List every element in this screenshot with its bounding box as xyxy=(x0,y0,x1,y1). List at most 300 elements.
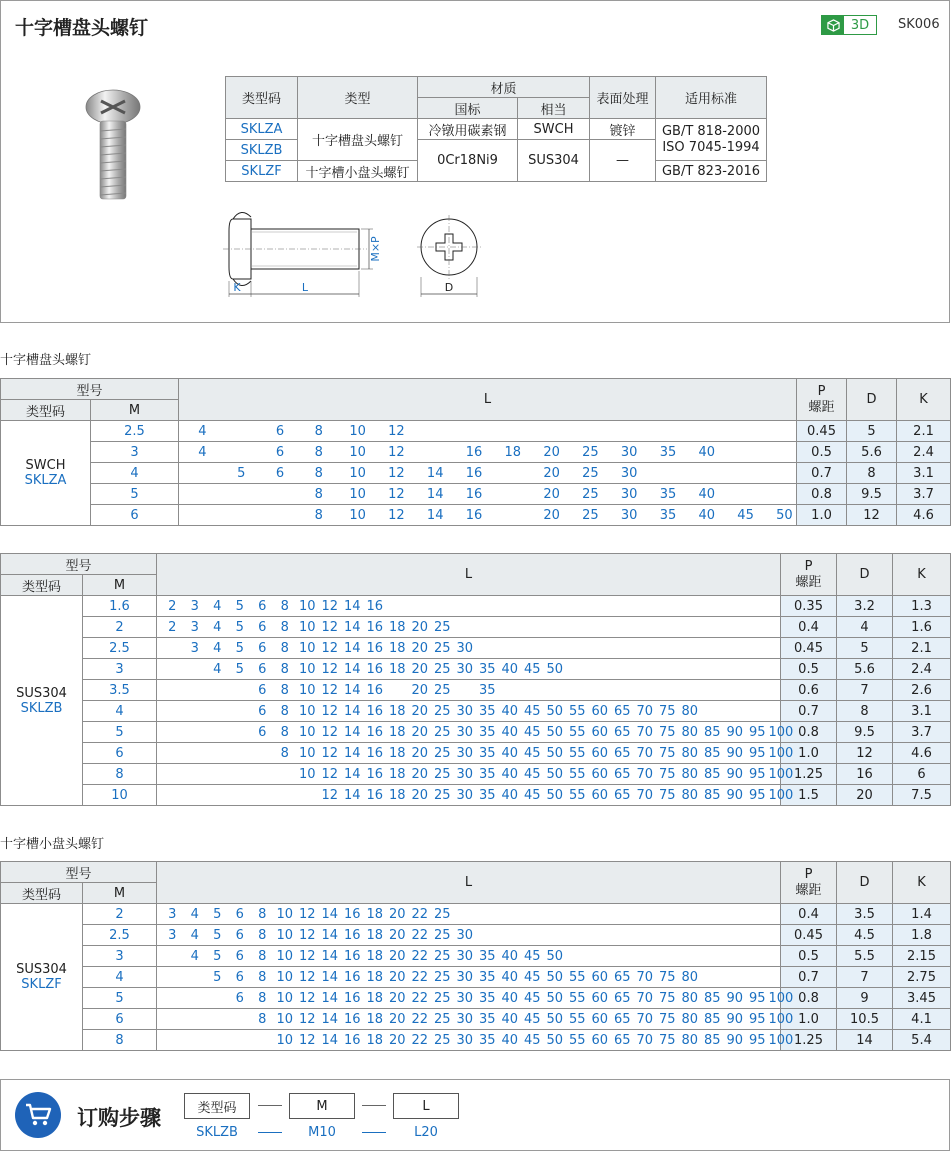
l-value[interactable]: 5 xyxy=(213,948,222,964)
l-value[interactable]: 8 xyxy=(280,724,289,740)
l-value[interactable]: 14 xyxy=(343,787,361,803)
l-value[interactable]: 85 xyxy=(703,990,721,1006)
l-value[interactable]: 75 xyxy=(658,969,676,985)
l-value[interactable]: 14 xyxy=(343,598,361,614)
l-value[interactable]: 16 xyxy=(465,444,483,460)
l-value[interactable]: 40 xyxy=(501,1032,519,1048)
l-value[interactable]: 45 xyxy=(523,661,541,677)
l-value[interactable]: 20 xyxy=(388,969,406,985)
l-value[interactable]: 8 xyxy=(314,507,323,523)
l-value[interactable]: 4 xyxy=(213,640,222,656)
l-value[interactable]: 12 xyxy=(388,465,405,481)
m-value[interactable]: 3 xyxy=(83,659,157,680)
l-value[interactable]: 80 xyxy=(681,1032,699,1048)
l-value[interactable]: 95 xyxy=(748,724,766,740)
l-value[interactable]: 5 xyxy=(235,640,244,656)
l-value[interactable]: 14 xyxy=(343,619,361,635)
l-value[interactable]: 30 xyxy=(456,787,474,803)
l-value[interactable]: 10 xyxy=(349,486,366,502)
l-value[interactable]: 30 xyxy=(456,640,474,656)
m-value[interactable]: 2 xyxy=(83,904,157,925)
l-value[interactable]: 2 xyxy=(168,619,177,635)
l-value[interactable]: 20 xyxy=(411,745,429,761)
l-value[interactable]: 12 xyxy=(298,1032,316,1048)
l-value[interactable]: 25 xyxy=(433,990,451,1006)
l-value[interactable]: 16 xyxy=(343,1011,361,1027)
l-value[interactable]: 10 xyxy=(349,444,366,460)
l-value[interactable]: 35 xyxy=(478,948,496,964)
l-value[interactable]: 30 xyxy=(456,927,474,943)
l-value[interactable]: 35 xyxy=(478,1032,496,1048)
l-value[interactable]: 85 xyxy=(703,1011,721,1027)
l-value[interactable]: 25 xyxy=(582,507,599,523)
l-value[interactable]: 25 xyxy=(433,1011,451,1027)
l-value[interactable]: 85 xyxy=(703,1032,721,1048)
l-value[interactable]: 14 xyxy=(321,927,339,943)
l-value[interactable]: 4 xyxy=(213,598,222,614)
l-value[interactable]: 80 xyxy=(681,703,699,719)
l-value[interactable]: 50 xyxy=(546,990,564,1006)
l-value[interactable]: 6 xyxy=(235,969,244,985)
l-value[interactable]: 100 xyxy=(768,787,794,803)
l-value[interactable]: 22 xyxy=(411,1032,429,1048)
l-value[interactable]: 50 xyxy=(546,1011,564,1027)
l-value[interactable]: 16 xyxy=(366,724,384,740)
l-value[interactable]: 16 xyxy=(366,703,384,719)
l-value[interactable]: 100 xyxy=(768,745,794,761)
l-value[interactable]: 75 xyxy=(658,990,676,1006)
l-value[interactable]: 18 xyxy=(388,619,406,635)
l-value[interactable]: 18 xyxy=(366,1011,384,1027)
l-value[interactable]: 16 xyxy=(366,682,384,698)
l-value[interactable]: 30 xyxy=(620,444,638,460)
l-value[interactable]: 16 xyxy=(366,619,384,635)
l-value[interactable]: 5 xyxy=(235,598,244,614)
l-value[interactable]: 40 xyxy=(501,948,519,964)
l-value[interactable]: 14 xyxy=(343,661,361,677)
l-value[interactable]: 4 xyxy=(190,927,199,943)
l-value[interactable]: 65 xyxy=(613,766,631,782)
l-value[interactable]: 30 xyxy=(456,1032,474,1048)
l-value[interactable]: 18 xyxy=(366,1032,384,1048)
l-value[interactable]: 70 xyxy=(636,1032,654,1048)
l-value[interactable]: 45 xyxy=(737,507,754,523)
l-value[interactable]: 14 xyxy=(321,969,339,985)
l-value[interactable]: 10 xyxy=(349,465,366,481)
l-value[interactable]: 45 xyxy=(523,703,541,719)
l-value[interactable]: 16 xyxy=(465,507,483,523)
l-value[interactable]: 45 xyxy=(523,969,541,985)
l-value[interactable]: 14 xyxy=(343,703,361,719)
l-value[interactable]: 16 xyxy=(366,766,384,782)
l-value[interactable]: 60 xyxy=(591,1011,609,1027)
l-value[interactable]: 3 xyxy=(190,619,199,635)
l-value[interactable]: 35 xyxy=(478,703,496,719)
l-value[interactable]: 3 xyxy=(190,640,199,656)
l-value[interactable]: 10 xyxy=(298,640,316,656)
l-value[interactable]: 25 xyxy=(433,766,451,782)
l-value[interactable]: 35 xyxy=(478,745,496,761)
l-value[interactable]: 65 xyxy=(613,724,631,740)
l-value[interactable]: 30 xyxy=(456,969,474,985)
l-value[interactable]: 18 xyxy=(366,990,384,1006)
l-value[interactable]: 16 xyxy=(465,486,483,502)
l-value[interactable]: 16 xyxy=(343,906,361,922)
m-value[interactable]: 2.5 xyxy=(83,638,157,659)
l-value[interactable]: 18 xyxy=(366,948,384,964)
l-value[interactable]: 50 xyxy=(546,1032,564,1048)
l-value[interactable]: 35 xyxy=(478,969,496,985)
m-value[interactable]: 3.5 xyxy=(83,680,157,701)
l-value[interactable]: 14 xyxy=(321,1011,339,1027)
l-value[interactable]: 25 xyxy=(433,661,451,677)
l-value[interactable]: 6 xyxy=(258,640,267,656)
m-value[interactable]: 5 xyxy=(83,988,157,1009)
l-value[interactable]: 8 xyxy=(258,927,267,943)
l-value[interactable]: 100 xyxy=(768,1011,794,1027)
l-value[interactable]: 10 xyxy=(276,1032,294,1048)
l-value[interactable]: 35 xyxy=(478,724,496,740)
l-value[interactable]: 12 xyxy=(321,787,339,803)
l-value[interactable]: 10 xyxy=(276,927,294,943)
m-value[interactable]: 3 xyxy=(83,946,157,967)
l-value[interactable]: 55 xyxy=(568,766,586,782)
l-value[interactable]: 10 xyxy=(349,507,366,523)
l-value[interactable]: 45 xyxy=(523,787,541,803)
l-value[interactable]: 55 xyxy=(568,787,586,803)
l-value[interactable]: 40 xyxy=(501,969,519,985)
m-value[interactable]: 6 xyxy=(91,505,179,526)
l-value[interactable]: 10 xyxy=(298,619,316,635)
l-value[interactable]: 10 xyxy=(276,969,294,985)
l-value[interactable]: 16 xyxy=(343,948,361,964)
l-value[interactable]: 50 xyxy=(546,724,564,740)
type-code-link[interactable]: SKLZA xyxy=(24,473,67,488)
l-value[interactable]: 14 xyxy=(321,948,339,964)
l-value[interactable]: 20 xyxy=(411,619,429,635)
l-value[interactable]: 5 xyxy=(213,927,222,943)
l-value[interactable]: 25 xyxy=(433,927,451,943)
l-value[interactable]: 35 xyxy=(478,766,496,782)
l-value[interactable]: 4 xyxy=(198,423,207,439)
l-value[interactable]: 12 xyxy=(298,990,316,1006)
l-value[interactable]: 4 xyxy=(213,619,222,635)
l-value[interactable]: 35 xyxy=(478,1011,496,1027)
m-value[interactable]: 3 xyxy=(91,442,179,463)
l-value[interactable]: 18 xyxy=(366,927,384,943)
l-value[interactable]: 8 xyxy=(258,990,267,1006)
l-value[interactable]: 12 xyxy=(321,661,339,677)
l-value[interactable]: 75 xyxy=(658,703,676,719)
l-value[interactable]: 70 xyxy=(636,766,654,782)
l-value[interactable]: 35 xyxy=(659,507,677,523)
l-value[interactable]: 85 xyxy=(703,724,721,740)
m-value[interactable]: 4 xyxy=(83,967,157,988)
l-value[interactable]: 22 xyxy=(411,1011,429,1027)
m-value[interactable]: 5 xyxy=(91,484,179,505)
l-value[interactable]: 10 xyxy=(276,948,294,964)
l-value[interactable]: 20 xyxy=(411,640,429,656)
l-value[interactable]: 30 xyxy=(620,486,638,502)
l-value[interactable]: 55 xyxy=(568,745,586,761)
l-value[interactable]: 85 xyxy=(703,787,721,803)
l-value[interactable]: 70 xyxy=(636,724,654,740)
l-value[interactable]: 20 xyxy=(411,724,429,740)
l-value[interactable]: 12 xyxy=(298,927,316,943)
l-value[interactable]: 12 xyxy=(298,969,316,985)
l-value[interactable]: 30 xyxy=(456,948,474,964)
l-value[interactable]: 95 xyxy=(748,1032,766,1048)
l-value[interactable]: 35 xyxy=(478,990,496,1006)
l-value[interactable]: 14 xyxy=(321,906,339,922)
l-value[interactable]: 14 xyxy=(321,1032,339,1048)
l-value[interactable]: 12 xyxy=(321,619,339,635)
l-value[interactable]: 25 xyxy=(433,619,451,635)
l-value[interactable]: 18 xyxy=(388,766,406,782)
l-value[interactable]: 14 xyxy=(343,724,361,740)
l-value[interactable]: 20 xyxy=(543,444,560,460)
l-value[interactable]: 80 xyxy=(681,745,699,761)
l-value[interactable]: 12 xyxy=(321,766,339,782)
l-value[interactable]: 4 xyxy=(213,661,222,677)
l-value[interactable]: 90 xyxy=(726,1011,744,1027)
l-value[interactable]: 12 xyxy=(388,444,405,460)
l-value[interactable]: 65 xyxy=(613,969,631,985)
l-value[interactable]: 30 xyxy=(620,507,638,523)
l-value[interactable]: 65 xyxy=(613,990,631,1006)
l-value[interactable]: 90 xyxy=(726,990,744,1006)
l-value[interactable]: 6 xyxy=(275,444,285,460)
l-value[interactable]: 10 xyxy=(349,423,366,439)
l-value[interactable]: 25 xyxy=(433,969,451,985)
l-value[interactable]: 16 xyxy=(366,745,384,761)
m-value[interactable]: 4 xyxy=(91,463,179,484)
l-value[interactable]: 2 xyxy=(168,598,177,614)
l-value[interactable]: 16 xyxy=(343,990,361,1006)
l-value[interactable]: 45 xyxy=(523,724,541,740)
l-value[interactable]: 60 xyxy=(591,745,609,761)
l-value[interactable]: 6 xyxy=(235,927,244,943)
l-value[interactable]: 8 xyxy=(258,1011,267,1027)
l-value[interactable]: 25 xyxy=(433,724,451,740)
l-value[interactable]: 35 xyxy=(478,682,496,698)
l-value[interactable]: 25 xyxy=(582,486,599,502)
l-value[interactable]: 50 xyxy=(546,948,564,964)
l-value[interactable]: 40 xyxy=(501,745,519,761)
l-value[interactable]: 10 xyxy=(276,1011,294,1027)
l-value[interactable]: 16 xyxy=(465,465,483,481)
l-value[interactable]: 50 xyxy=(546,969,564,985)
l-value[interactable]: 20 xyxy=(388,990,406,1006)
l-value[interactable]: 8 xyxy=(280,682,289,698)
l-value[interactable]: 35 xyxy=(478,661,496,677)
l-value[interactable]: 18 xyxy=(388,724,406,740)
l-value[interactable]: 12 xyxy=(388,423,405,439)
l-value[interactable]: 10 xyxy=(298,598,316,614)
l-value[interactable]: 55 xyxy=(568,990,586,1006)
l-value[interactable]: 12 xyxy=(321,724,339,740)
l-value[interactable]: 14 xyxy=(321,990,339,1006)
l-value[interactable]: 45 xyxy=(523,766,541,782)
l-value[interactable]: 6 xyxy=(258,598,267,614)
l-value[interactable]: 65 xyxy=(613,745,631,761)
l-value[interactable]: 20 xyxy=(388,906,406,922)
l-value[interactable]: 40 xyxy=(501,703,519,719)
l-value[interactable]: 25 xyxy=(433,640,451,656)
l-value[interactable]: 12 xyxy=(298,1011,316,1027)
l-value[interactable]: 25 xyxy=(433,787,451,803)
l-value[interactable]: 40 xyxy=(501,661,519,677)
l-value[interactable]: 95 xyxy=(748,1011,766,1027)
mat-code[interactable]: SKLZA xyxy=(226,119,298,140)
l-value[interactable]: 10 xyxy=(276,906,294,922)
m-value[interactable]: 2.5 xyxy=(83,925,157,946)
l-value[interactable]: 5 xyxy=(235,619,244,635)
l-value[interactable]: 20 xyxy=(411,766,429,782)
l-value[interactable]: 8 xyxy=(280,661,289,677)
l-value[interactable]: 40 xyxy=(501,1011,519,1027)
l-value[interactable]: 6 xyxy=(235,948,244,964)
l-value[interactable]: 22 xyxy=(411,969,429,985)
l-value[interactable]: 20 xyxy=(543,465,560,481)
l-value[interactable]: 10 xyxy=(298,745,316,761)
l-value[interactable]: 10 xyxy=(276,990,294,1006)
l-value[interactable]: 14 xyxy=(426,465,444,481)
l-value[interactable]: 30 xyxy=(456,1011,474,1027)
l-value[interactable]: 6 xyxy=(258,724,267,740)
l-value[interactable]: 30 xyxy=(620,465,638,481)
l-value[interactable]: 80 xyxy=(681,766,699,782)
l-value[interactable]: 18 xyxy=(388,640,406,656)
l-value[interactable]: 75 xyxy=(658,745,676,761)
l-value[interactable]: 8 xyxy=(280,640,289,656)
mat-code[interactable]: SKLZF xyxy=(226,161,298,182)
l-value[interactable]: 50 xyxy=(776,507,793,523)
l-value[interactable]: 70 xyxy=(636,703,654,719)
l-value[interactable]: 8 xyxy=(314,486,323,502)
l-value[interactable]: 30 xyxy=(456,703,474,719)
l-value[interactable]: 55 xyxy=(568,703,586,719)
l-value[interactable]: 100 xyxy=(768,990,794,1006)
l-value[interactable]: 12 xyxy=(388,507,405,523)
l-value[interactable]: 6 xyxy=(258,703,267,719)
l-value[interactable]: 40 xyxy=(698,507,716,523)
l-value[interactable]: 70 xyxy=(636,1011,654,1027)
l-value[interactable]: 5 xyxy=(237,465,246,481)
l-value[interactable]: 95 xyxy=(748,990,766,1006)
l-value[interactable]: 16 xyxy=(366,661,384,677)
m-value[interactable]: 5 xyxy=(83,722,157,743)
l-value[interactable]: 35 xyxy=(659,486,677,502)
m-value[interactable]: 1.6 xyxy=(83,596,157,617)
l-value[interactable]: 8 xyxy=(280,619,289,635)
l-value[interactable]: 95 xyxy=(748,745,766,761)
l-value[interactable]: 25 xyxy=(433,1032,451,1048)
l-value[interactable]: 30 xyxy=(456,745,474,761)
l-value[interactable]: 12 xyxy=(321,598,339,614)
l-value[interactable]: 80 xyxy=(681,724,699,740)
l-value[interactable]: 12 xyxy=(388,486,405,502)
l-value[interactable]: 75 xyxy=(658,724,676,740)
l-value[interactable]: 25 xyxy=(582,444,599,460)
l-value[interactable]: 95 xyxy=(748,766,766,782)
l-value[interactable]: 45 xyxy=(523,745,541,761)
l-value[interactable]: 6 xyxy=(275,465,285,481)
l-value[interactable]: 5 xyxy=(213,906,222,922)
l-value[interactable]: 75 xyxy=(658,1032,676,1048)
l-value[interactable]: 100 xyxy=(768,1032,794,1048)
l-value[interactable]: 35 xyxy=(659,444,677,460)
l-value[interactable]: 16 xyxy=(343,927,361,943)
l-value[interactable]: 20 xyxy=(388,948,406,964)
l-value[interactable]: 90 xyxy=(726,724,744,740)
l-value[interactable]: 25 xyxy=(582,465,599,481)
l-value[interactable]: 22 xyxy=(411,906,429,922)
type-code-link[interactable]: SKLZB xyxy=(20,700,63,716)
l-value[interactable]: 3 xyxy=(168,927,177,943)
l-value[interactable]: 3 xyxy=(190,598,199,614)
l-value[interactable]: 60 xyxy=(591,703,609,719)
l-value[interactable]: 4 xyxy=(190,906,199,922)
l-value[interactable]: 20 xyxy=(388,1032,406,1048)
l-value[interactable]: 55 xyxy=(568,969,586,985)
l-value[interactable]: 75 xyxy=(658,1011,676,1027)
l-value[interactable]: 90 xyxy=(726,745,744,761)
l-value[interactable]: 12 xyxy=(321,745,339,761)
m-value[interactable]: 4 xyxy=(83,701,157,722)
l-value[interactable]: 90 xyxy=(726,766,744,782)
l-value[interactable]: 12 xyxy=(321,640,339,656)
l-value[interactable]: 12 xyxy=(321,682,339,698)
l-value[interactable]: 70 xyxy=(636,745,654,761)
l-value[interactable]: 75 xyxy=(658,766,676,782)
l-value[interactable]: 80 xyxy=(681,969,699,985)
l-value[interactable]: 6 xyxy=(275,423,285,439)
l-value[interactable]: 12 xyxy=(321,703,339,719)
l-value[interactable]: 8 xyxy=(280,598,289,614)
l-value[interactable]: 16 xyxy=(343,1032,361,1048)
l-value[interactable]: 12 xyxy=(298,906,316,922)
l-value[interactable]: 30 xyxy=(456,990,474,1006)
l-value[interactable]: 18 xyxy=(366,969,384,985)
l-value[interactable]: 75 xyxy=(658,787,676,803)
l-value[interactable]: 10 xyxy=(298,724,316,740)
l-value[interactable]: 18 xyxy=(366,906,384,922)
l-value[interactable]: 40 xyxy=(501,990,519,1006)
l-value[interactable]: 25 xyxy=(433,745,451,761)
l-value[interactable]: 8 xyxy=(280,703,289,719)
l-value[interactable]: 14 xyxy=(343,682,361,698)
l-value[interactable]: 8 xyxy=(314,465,323,481)
l-value[interactable]: 14 xyxy=(343,745,361,761)
l-value[interactable]: 30 xyxy=(456,766,474,782)
l-value[interactable]: 22 xyxy=(411,927,429,943)
l-value[interactable]: 70 xyxy=(636,787,654,803)
l-value[interactable]: 40 xyxy=(698,444,716,460)
l-value[interactable]: 18 xyxy=(388,661,406,677)
l-value[interactable]: 80 xyxy=(681,990,699,1006)
l-value[interactable]: 60 xyxy=(591,1032,609,1048)
l-value[interactable]: 25 xyxy=(433,703,451,719)
l-value[interactable]: 4 xyxy=(190,948,199,964)
l-value[interactable]: 20 xyxy=(543,486,560,502)
l-value[interactable]: 6 xyxy=(258,661,267,677)
l-value[interactable]: 3 xyxy=(168,906,177,922)
l-value[interactable]: 18 xyxy=(388,703,406,719)
l-value[interactable]: 55 xyxy=(568,724,586,740)
l-value[interactable]: 50 xyxy=(546,661,564,677)
m-value[interactable]: 8 xyxy=(83,764,157,785)
